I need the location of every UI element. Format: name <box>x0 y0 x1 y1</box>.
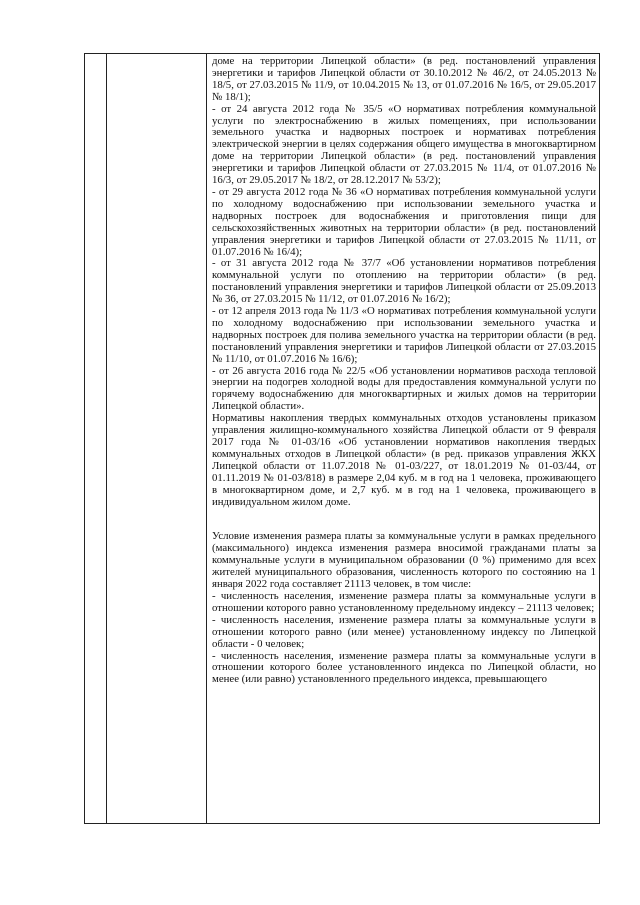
column-divider-2 <box>206 54 207 823</box>
paragraph-spacer <box>212 508 596 531</box>
paragraph-5: - от 12 апреля 2013 года № 11/3 «О нормативах потребления коммунальной услуги по холодному водоснабжению при использовании земельного участка и надворных построек для полива земельного участка на территории области (в ред. постановлений управления энергетики и тарифов Липецкой области от 27.03.2015 № 11/10, от 01.07.2016 № 16/6); <box>212 305 596 365</box>
paragraph-9: - численность населения, изменение размера платы за коммунальные услуги в отношении которого равно установленному предельному индексу – 21113 человек; <box>212 589 596 614</box>
paragraph-2: - от 24 августа 2012 года № 35/5 «О нормативах потребления коммунальной услуги по электроснабжению в жилых помещениях, при использовании земельного участка и надворных построек и нормативах потребления электрической энергии в целях содержания общего имущества в многоквартирном доме на территории Липецкой области» (в ред. постановлений управления энергетики и тарифов Липецкой области от 27.03.2015 № 11/4, от 01.07.2016 № 16/3, от 29.05.2017 № 18/2, от 28.12.2017 № 53/2); <box>212 102 596 187</box>
document-table <box>84 53 600 824</box>
paragraph-4: - от 31 августа 2012 года № 37/7 «Об установлении нормативов потребления коммунальной услуги по отоплению на территории области» (в ред. постановлений управления энергетики и тарифов Липецкой области от 25.09.2013 № 36, от 27.03.2015 № 11/12, от 01.07.2016 № 16/2); <box>212 257 596 306</box>
paragraph-8: Условие изменения размера платы за коммунальные услуги в рамках предельного (максимального) индекса изменения размера вносимой гражданами платы за коммунальные услуги в муниципальном образовании (0 %) применимо для всех жителей муниципального образования, численность которого по состоянию на 1 января 2022 года составляет 21113 человек, в том числе: <box>212 530 596 591</box>
paragraph-1: доме на территории Липецкой области» (в ред. постановлений управления энергетики и тарифов Липецкой области от 30.10.2012 № 46/2, от 24.05.2013 № 18/5, от 27.03.2015 № 11/9, от 10.04.2015 № 13, от 01.07.2016 № 16/5, от 29.05.2017 № 18/1); <box>212 55 596 103</box>
table-cell-text <box>212 56 596 686</box>
paragraph-7: Нормативы накопления твердых коммунальных отходов установлены приказом управления жилищно-коммунального хозяйства Липецкой области от 9 февраля 2017 года № 01-03/16 «Об установлении нормативов накопления твердых коммунальных отходов в Липецкой области» (в ред. приказов управления ЖКХ Липецкой области от 11.07.2018 № 01-03/227, от 18.01.2019 № 01-03/44, от 01.11.2019 № 01-03/818) в размере 2,04 куб. м в год на 1 человека, проживающего в многоквартирном доме, и 2,7 куб. м в год на 1 человека, проживающего в индивидуальном жилом доме. <box>212 412 596 508</box>
paragraph-10: - численность населения, изменение размера платы за коммунальные услуги в отношении которого равно (или менее) установленному индексу по Липецкой области - 0 человек; <box>212 613 596 650</box>
paragraph-11: - численность населения, изменение размера платы за коммунальные услуги в отношении которого более установленного индекса по Липецкой области, но менее (или равно) установленного предельного индекса, превышающего <box>212 649 596 686</box>
column-divider-1 <box>106 54 107 823</box>
paragraph-3: - от 29 августа 2012 года № 36 «О нормативах потребления коммунальной услуги по холодному водоснабжению при использовании земельного участка и надворных построек для водоснабжения и приготовления пищи для сельскохозяйственных животных на территории области» (в ред. постановлений управления энергетики и тарифов Липецкой области от 27.03.2015 № 11/11, от 01.07.2016 № 16/4); <box>212 185 596 258</box>
paragraph-6: - от 26 августа 2016 года № 22/5 «Об установлении нормативов расхода тепловой энергии на подогрев холодной воды для предоставления коммунальной услуги по горячему водоснабжению для многоквартирных и жилых домов на территории Липецкой области». <box>212 364 596 413</box>
